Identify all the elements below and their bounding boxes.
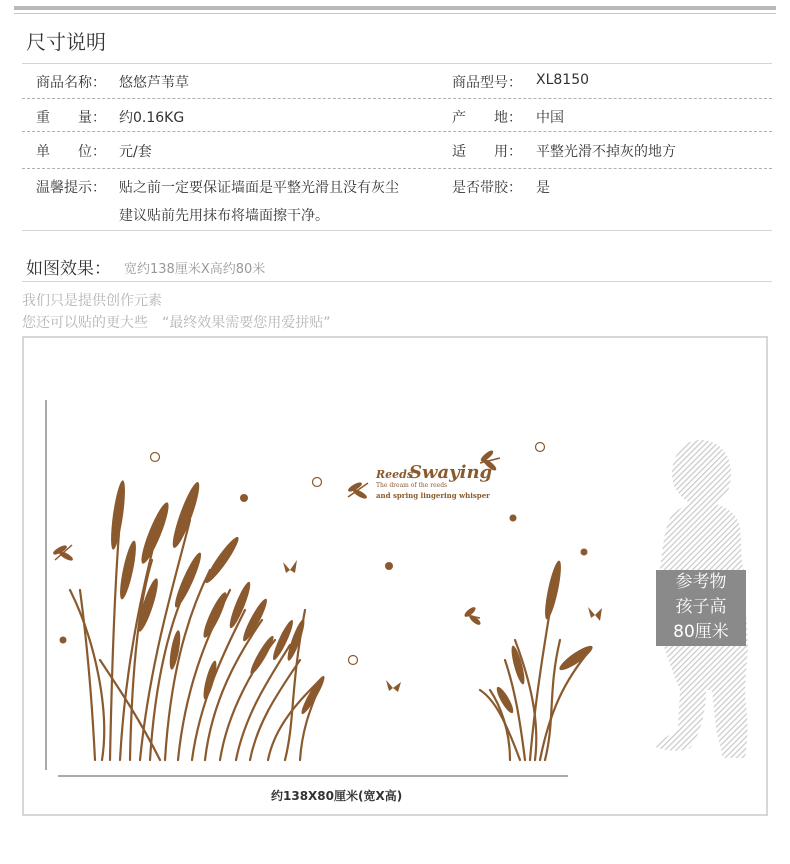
origin-value: 中国 [536, 110, 564, 126]
size-caption: 约138X80厘米(宽X高) [271, 789, 403, 803]
tips-line-2: 建议贴前先用抹布将墙面擦干净。 [119, 208, 329, 224]
butterfly-icon [386, 680, 401, 692]
product-name-label: 商品名称： [36, 75, 106, 91]
unit-value: 元/套 [119, 144, 152, 160]
weight-label: 重 量： [36, 110, 106, 126]
tips-line-1: 贴之前一定要保证墙面是平整光滑且没有灰尘 [119, 180, 399, 196]
brand-small: Reeds [376, 468, 414, 481]
unit-label: 单 位： [36, 144, 106, 160]
brand-script: Swaying [409, 462, 493, 483]
origin-label: 产 地： [452, 110, 522, 126]
note-line-2: 您还可以贴的更大些 “最终效果需要您用爱拼贴” [22, 315, 331, 331]
reference-line-1: 参考物 [675, 572, 727, 592]
effect-subtitle: 宽约138厘米X高约80米 [124, 262, 266, 277]
dragonfly-icon [53, 545, 73, 561]
tips-label: 温馨提示： [36, 180, 106, 196]
butterfly-icon [588, 607, 602, 621]
effect-title: 如图效果： [26, 259, 111, 279]
page-title: 尺寸说明 [26, 30, 106, 54]
glue-label: 是否带胶： [452, 180, 522, 196]
usage-value: 平整光滑不掉灰的地方 [536, 144, 676, 160]
product-name-value: 悠悠芦苇草 [119, 75, 189, 91]
glue-value: 是 [536, 180, 550, 196]
reference-line-2: 孩子高 [675, 597, 727, 617]
dragonfly-icon [464, 607, 481, 626]
usage-label: 适 用： [452, 144, 522, 160]
reference-line-3: 80厘米 [673, 622, 729, 642]
reference-label [656, 570, 746, 646]
brand-tagline-2: and spring lingering whisper [376, 491, 490, 500]
weight-value: 约0.16KG [119, 110, 185, 126]
model-value: XL8150 [536, 72, 590, 88]
dragonfly-icon [348, 482, 368, 499]
note-line-1: 我们只是提供创作元素 [22, 293, 162, 309]
model-label: 商品型号： [452, 75, 522, 91]
reeds-right-cluster [480, 580, 590, 760]
brand-tagline-1: The dream of the reeds [376, 482, 448, 489]
butterfly-icon [283, 560, 297, 573]
